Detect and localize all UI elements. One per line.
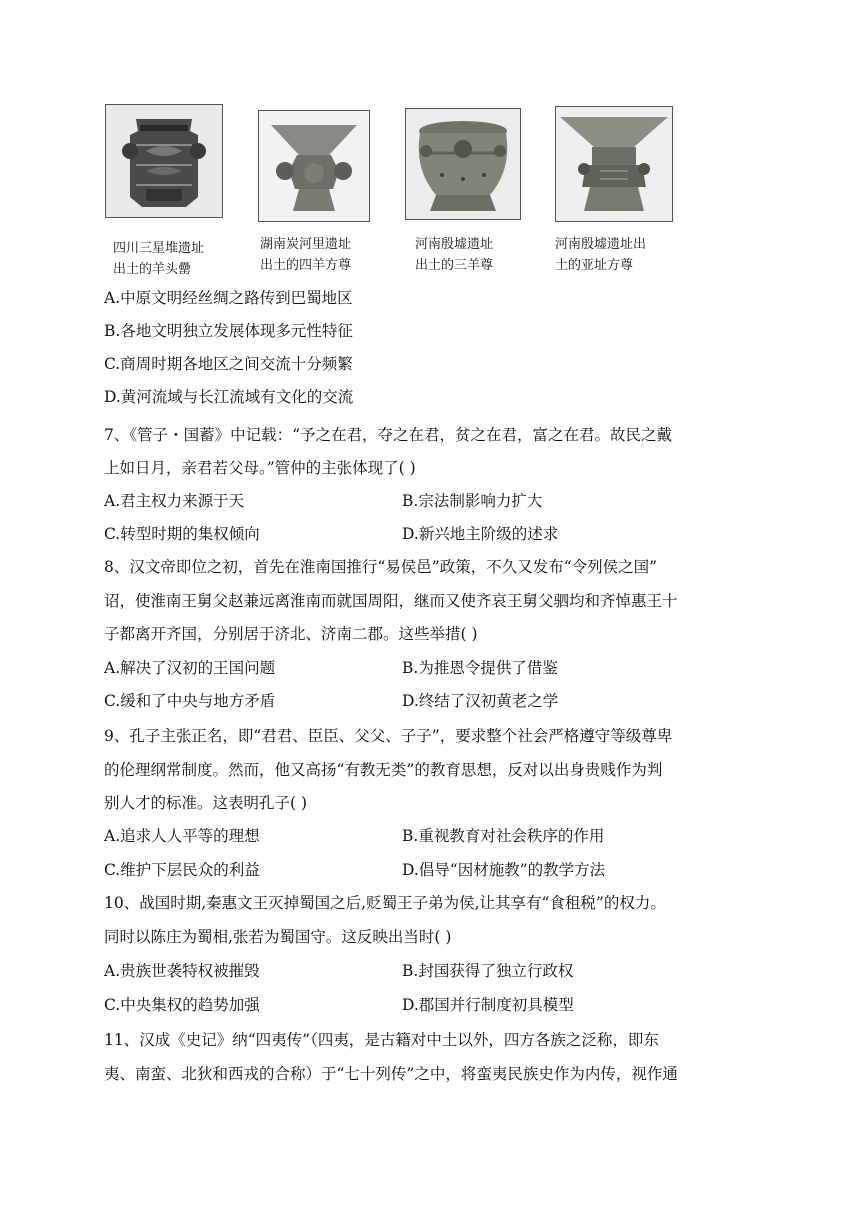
q9-option-d: D.倡导“因材施教”的教学方法 bbox=[402, 861, 606, 879]
q8-option-d: D.终结了汉初黄老之学 bbox=[402, 692, 559, 710]
q9-stem-line3: 别人才的标准。这表明孔子( ) bbox=[104, 794, 308, 812]
q8-option-a: A.解决了汉初的王国问题 bbox=[104, 659, 276, 677]
q10-option-d: D.郡国并行制度初具模型 bbox=[402, 996, 574, 1014]
q7-option-d: D.新兴地主阶级的述求 bbox=[402, 525, 559, 543]
q7-option-c: C.转型时期的集权倾向 bbox=[104, 525, 260, 543]
q6-option-d: D.黄河流域与长江流域有文化的交流 bbox=[104, 388, 354, 406]
q9-option-b: B.重视教育对社会秩序的作用 bbox=[402, 827, 605, 845]
bronze-four-ram-zun-icon bbox=[258, 110, 370, 222]
figure-1-caption-line1: 四川三星堆遗址 bbox=[113, 241, 205, 256]
q11-stem-line2: 夷、南蛮、北狄和西戎的合称）于“七十列传”之中，将蛮夷民族史作为内传，视作通 bbox=[104, 1065, 678, 1083]
q10-stem-line2: 同时以陈庄为蜀相,张若为蜀国守。这反映出当时( ) bbox=[104, 928, 452, 946]
q8-option-c: C.缓和了中央与地方矛盾 bbox=[104, 692, 276, 710]
bronze-lei-icon bbox=[105, 104, 223, 218]
bronze-yazhi-zun-icon bbox=[555, 106, 673, 222]
q11-stem-line1: 11、汉成《史记》纳“四夷传”（四夷，是古籍对中土以外，四方各族之泛称，即东 bbox=[104, 1031, 659, 1049]
q8-stem-line3: 子都离开齐国，分别居于济北、济南二郡。这些举措( ) bbox=[104, 625, 478, 643]
figure-4-caption-line2: 土的亚址方尊 bbox=[555, 258, 634, 273]
figure-1-caption-line2: 出土的羊头罍 bbox=[113, 262, 192, 277]
q8-stem-line2: 诏，使淮南王舅父赵兼远离淮南而就国周阳，继而又使齐哀王舅父驷均和齐悼惠王十 bbox=[104, 592, 678, 610]
q8-option-b: B.为推恩令提供了借鉴 bbox=[402, 659, 558, 677]
bronze-three-ram-zun-icon bbox=[405, 108, 521, 220]
q7-stem-line1: 7、《管子・国蓄》中记载：“予之在君，夺之在君，贫之在君，富之在君。故民之戴 bbox=[104, 426, 673, 444]
q9-stem-line1: 9、孔子主张正名，即“君君、臣臣、父父、子子”，要求整个社会严格遵守等级尊卑 bbox=[104, 727, 673, 745]
q7-option-a: A.君主权力来源于天 bbox=[104, 492, 245, 510]
figure-2-caption-line1: 湖南炭河里遗址 bbox=[260, 237, 352, 252]
q9-option-c: C.维护下层民众的利益 bbox=[104, 861, 260, 879]
q7-option-b: B.宗法制影响力扩大 bbox=[402, 492, 543, 510]
q6-option-a: A.中原文明经丝绸之路传到巴蜀地区 bbox=[104, 289, 353, 307]
q6-option-c: C.商周时期各地区之间交流十分频繁 bbox=[104, 355, 353, 373]
figure-3-caption-line2: 出土的三羊尊 bbox=[415, 258, 494, 273]
q7-stem-line2: 上如日月，亲君若父母。”管仲的主张体现了( ) bbox=[104, 459, 416, 477]
artifact-figures bbox=[100, 104, 700, 284]
q10-option-c: C.中央集权的趋势加强 bbox=[104, 996, 260, 1014]
q10-option-a: A.贵族世袭特权被摧毁 bbox=[104, 962, 260, 980]
figure-4-caption-line1: 河南殷墟遗址出 bbox=[555, 237, 647, 252]
q6-option-b: B.各地文明独立发展体现多元性特征 bbox=[104, 322, 353, 340]
figure-2-caption-line2: 出土的四羊方尊 bbox=[260, 258, 352, 273]
q10-stem-line1: 10、战国时期,秦惠文王灭掉蜀国之后,贬蜀王子弟为侯,让其享有“食租税”的权力。 bbox=[104, 894, 666, 912]
figure-3-caption-line1: 河南殷墟遗址 bbox=[415, 237, 494, 252]
q10-option-b: B.封国获得了独立行政权 bbox=[402, 962, 574, 980]
q9-stem-line2: 的伦理纲常制度。然而，他又高扬“有教无类”的教育思想，反对以出身贵贱作为判 bbox=[104, 761, 663, 779]
q8-stem-line1: 8、汉文帝即位之初，首先在淮南国推行“易侯邑”政策，不久又发布“令列侯之国” bbox=[104, 558, 658, 576]
q9-option-a: A.追求人人平等的理想 bbox=[104, 827, 260, 845]
